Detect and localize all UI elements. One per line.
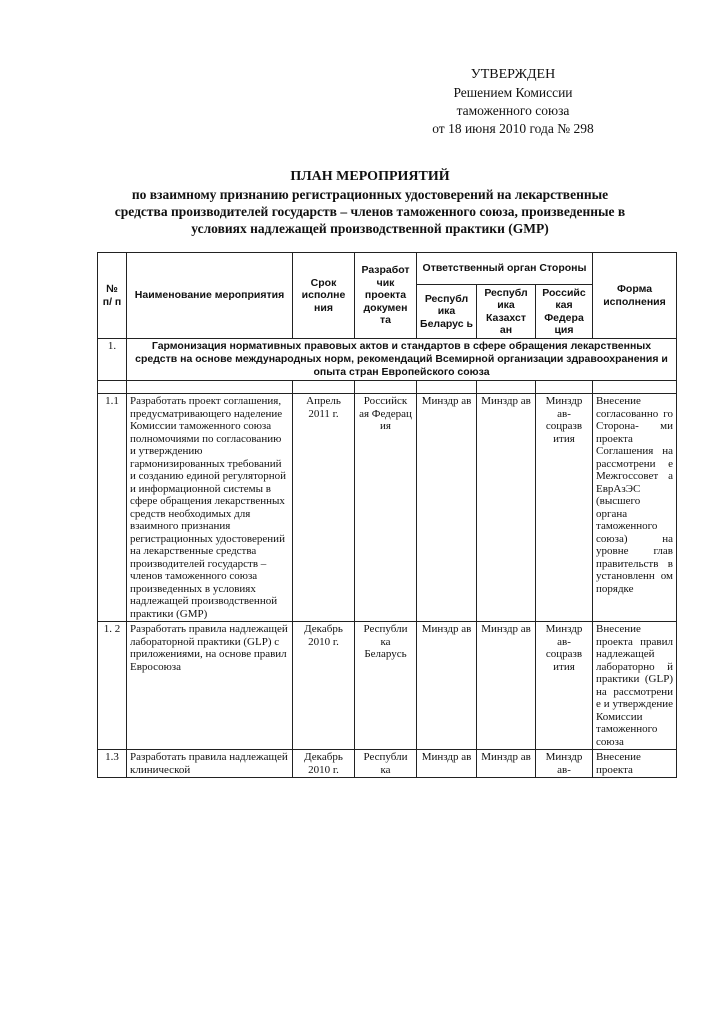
row-name: Разработать правила надлежащей клинической	[127, 750, 293, 778]
approval-line-4: от 18 июня 2010 года № 298	[432, 121, 594, 136]
title-line-3: условиях надлежащей производственной практики (GMP)	[191, 221, 549, 236]
row-developer: Республи ка Беларусь	[355, 622, 417, 750]
row-kazakhstan: Минздр ав	[477, 394, 536, 622]
row-num: 1.1	[98, 394, 127, 622]
row-russia: Минздр ав- соцразв ития	[536, 394, 593, 622]
header-deadline: Срок исполне ния	[293, 253, 355, 339]
header-num: № п/ п	[98, 253, 127, 339]
approval-line-1: УТВЕРЖДЕН	[470, 67, 556, 82]
title-main: ПЛАН МЕРОПРИЯТИЙ	[290, 169, 450, 184]
row-deadline: Декабрь 2010 г.	[293, 750, 355, 778]
header-belarus: Республ ика Беларус ь	[417, 285, 477, 339]
section-num: 1.	[98, 339, 127, 381]
row-num: 1. 2	[98, 622, 127, 750]
row-deadline: Декабрь 2010 г.	[293, 622, 355, 750]
header-developer: Разработ чик проекта докумен та	[355, 253, 417, 339]
header-russia: Российс кая Федера ция	[536, 285, 593, 339]
row-belarus: Минздр ав	[417, 394, 477, 622]
row-russia: Минздр ав-	[536, 750, 593, 778]
spacer-row	[98, 381, 677, 394]
approval-stamp	[418, 66, 608, 138]
row-developer: Российск ая Федерац ия	[355, 394, 417, 622]
row-form: Внесение проекта	[593, 750, 677, 778]
title-line-1: по взаимному признанию регистрационных удостоверений на лекарственные	[131, 187, 609, 202]
row-name: Разработать правила надлежащей лабораторной практики (GLP) с приложениями, на основе правил Евросоюза	[127, 622, 293, 750]
row-form: Внесение согласованно го Сторона- ми проекта Соглашения на рассмотрени е Межгоссовет а ЕврАзЭС (высшего органа таможенного союза) на уровне глав правительств в установленн ом порядке	[593, 394, 677, 622]
plan-table	[97, 252, 677, 778]
table-row	[98, 622, 677, 750]
row-form: Внесение проекта правил надлежащей лабораторно й практики (GLP) на рассмотрени е и утверждение Комиссии таможенного союза	[593, 622, 677, 750]
approval-line-3: таможенного союза	[456, 103, 570, 118]
title-line-2: средства производителей государств – членов таможенного союза, произведенные в	[114, 204, 626, 219]
row-kazakhstan: Минздр ав	[477, 622, 536, 750]
section-row	[98, 339, 677, 381]
row-russia: Минздр ав- соцразв ития	[536, 622, 593, 750]
row-belarus: Минздр ав	[417, 750, 477, 778]
header-kazakhstan: Республ ика Казахст ан	[477, 285, 536, 339]
document-title	[60, 168, 680, 237]
row-deadline: Апрель 2011 г.	[293, 394, 355, 622]
row-developer: Республи ка	[355, 750, 417, 778]
approval-line-2: Решением Комиссии	[453, 85, 573, 100]
row-name: Разработать проект соглашения, предусматривающего наделение Комиссии таможенного союза полномочиями по согласованию и утверждению гармонизированных требований и созданию единой регуляторной и информационной системы в сфере обращения лекарственных средств необходимых для взаимного признания регистрационных удостоверений на лекарственные средства производителей государств – членов таможенного союза произведенных в условиях надлежащей производственной практики (GMP)	[127, 394, 293, 622]
row-kazakhstan: Минздр ав	[477, 750, 536, 778]
row-num: 1.3	[98, 750, 127, 778]
header-name: Наименование мероприятия	[127, 253, 293, 339]
header-form: Форма исполнения	[593, 253, 677, 339]
table-row	[98, 750, 677, 778]
table-row	[98, 394, 677, 622]
section-title: Гармонизация нормативных правовых актов и стандартов в сфере обращения лекарственных средств на основе международных норм, рекомендаций Всемирной организации здравоохранения и опыта стран Европейского союза	[127, 339, 677, 381]
row-belarus: Минздр ав	[417, 622, 477, 750]
header-responsible: Ответственный орган Стороны	[417, 253, 593, 285]
